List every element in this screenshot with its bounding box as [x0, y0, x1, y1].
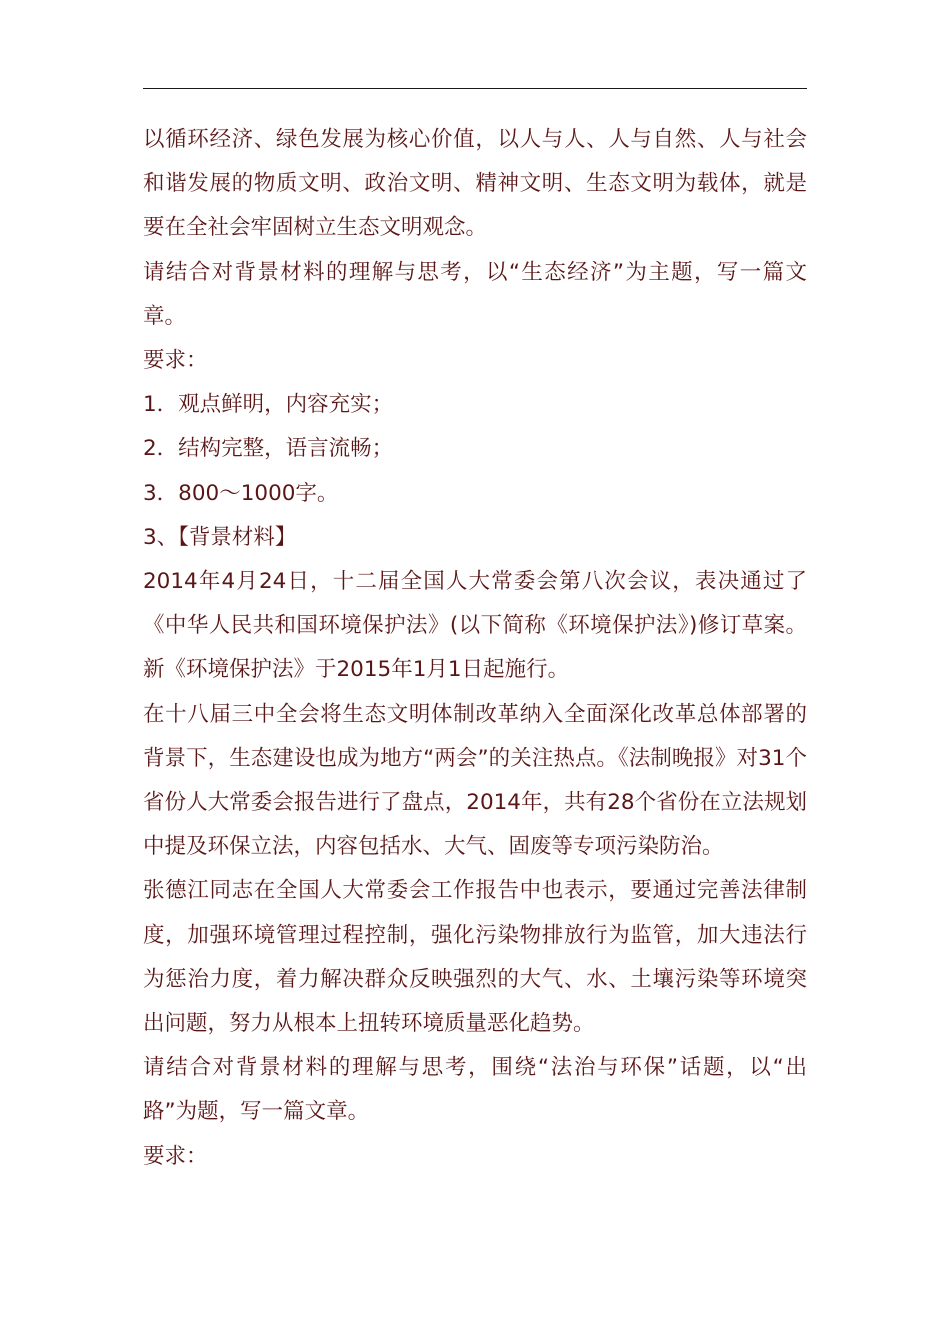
requirements-heading-2: 要求： [143, 1143, 208, 1169]
requirements-heading-1: 要求： [143, 348, 208, 374]
paragraph-background-3: 张德江同志在全国人大常委会工作报告中也表示，要通过完善法律制度，加强环境管理过程控制，强化污染物排放行为监管，加大违法行为惩治力度，着力解决群众反映强烈的大气、水、土壤污染等环境突出问题，努力从根本上扭转环境质量恶化趋势。 [143, 878, 807, 1037]
document-body [143, 118, 807, 1179]
paragraph-background-1: 2014年4月24日，十二届全国人大常委会第八次会议，表决通过了《中华人民共和国环境保护法》(以下简称《环境保护法》)修订草案。新《环境保护法》于2015年1月1日起施行。 [143, 569, 807, 683]
section-heading-background: 3、【背景材料】 [143, 524, 297, 550]
requirement-item-1: 1．观点鲜明，内容充实； [143, 392, 394, 418]
requirement-item-2: 2．结构完整，语言流畅； [143, 436, 394, 462]
paragraph-intro: 以循环经济、绿色发展为核心价值，以人与人、人与自然、人与社会和谐发展的物质文明、政治文明、精神文明、生态文明为载体，就是要在全社会牢固树立生态文明观念。 [143, 127, 807, 241]
paragraph-prompt-1: 请结合对背景材料的理解与思考，以“生态经济”为主题，写一篇文章。 [143, 259, 807, 329]
requirement-item-3: 3．800～1000字。 [143, 480, 339, 506]
header-rule [143, 88, 807, 89]
paragraph-prompt-2: 请结合对背景材料的理解与思考，围绕“法治与环保”话题，以“出路”为题，写一篇文章。 [143, 1055, 807, 1125]
paragraph-background-2: 在十八届三中全会将生态文明体制改革纳入全面深化改革总体部署的背景下，生态建设也成为地方“两会”的关注热点。《法制晚报》对31个省份人大常委会报告进行了盘点，2014年，共有28个省份在立法规划中提及环保立法，内容包括水、大气、固废等专项污染防治。 [143, 701, 807, 860]
